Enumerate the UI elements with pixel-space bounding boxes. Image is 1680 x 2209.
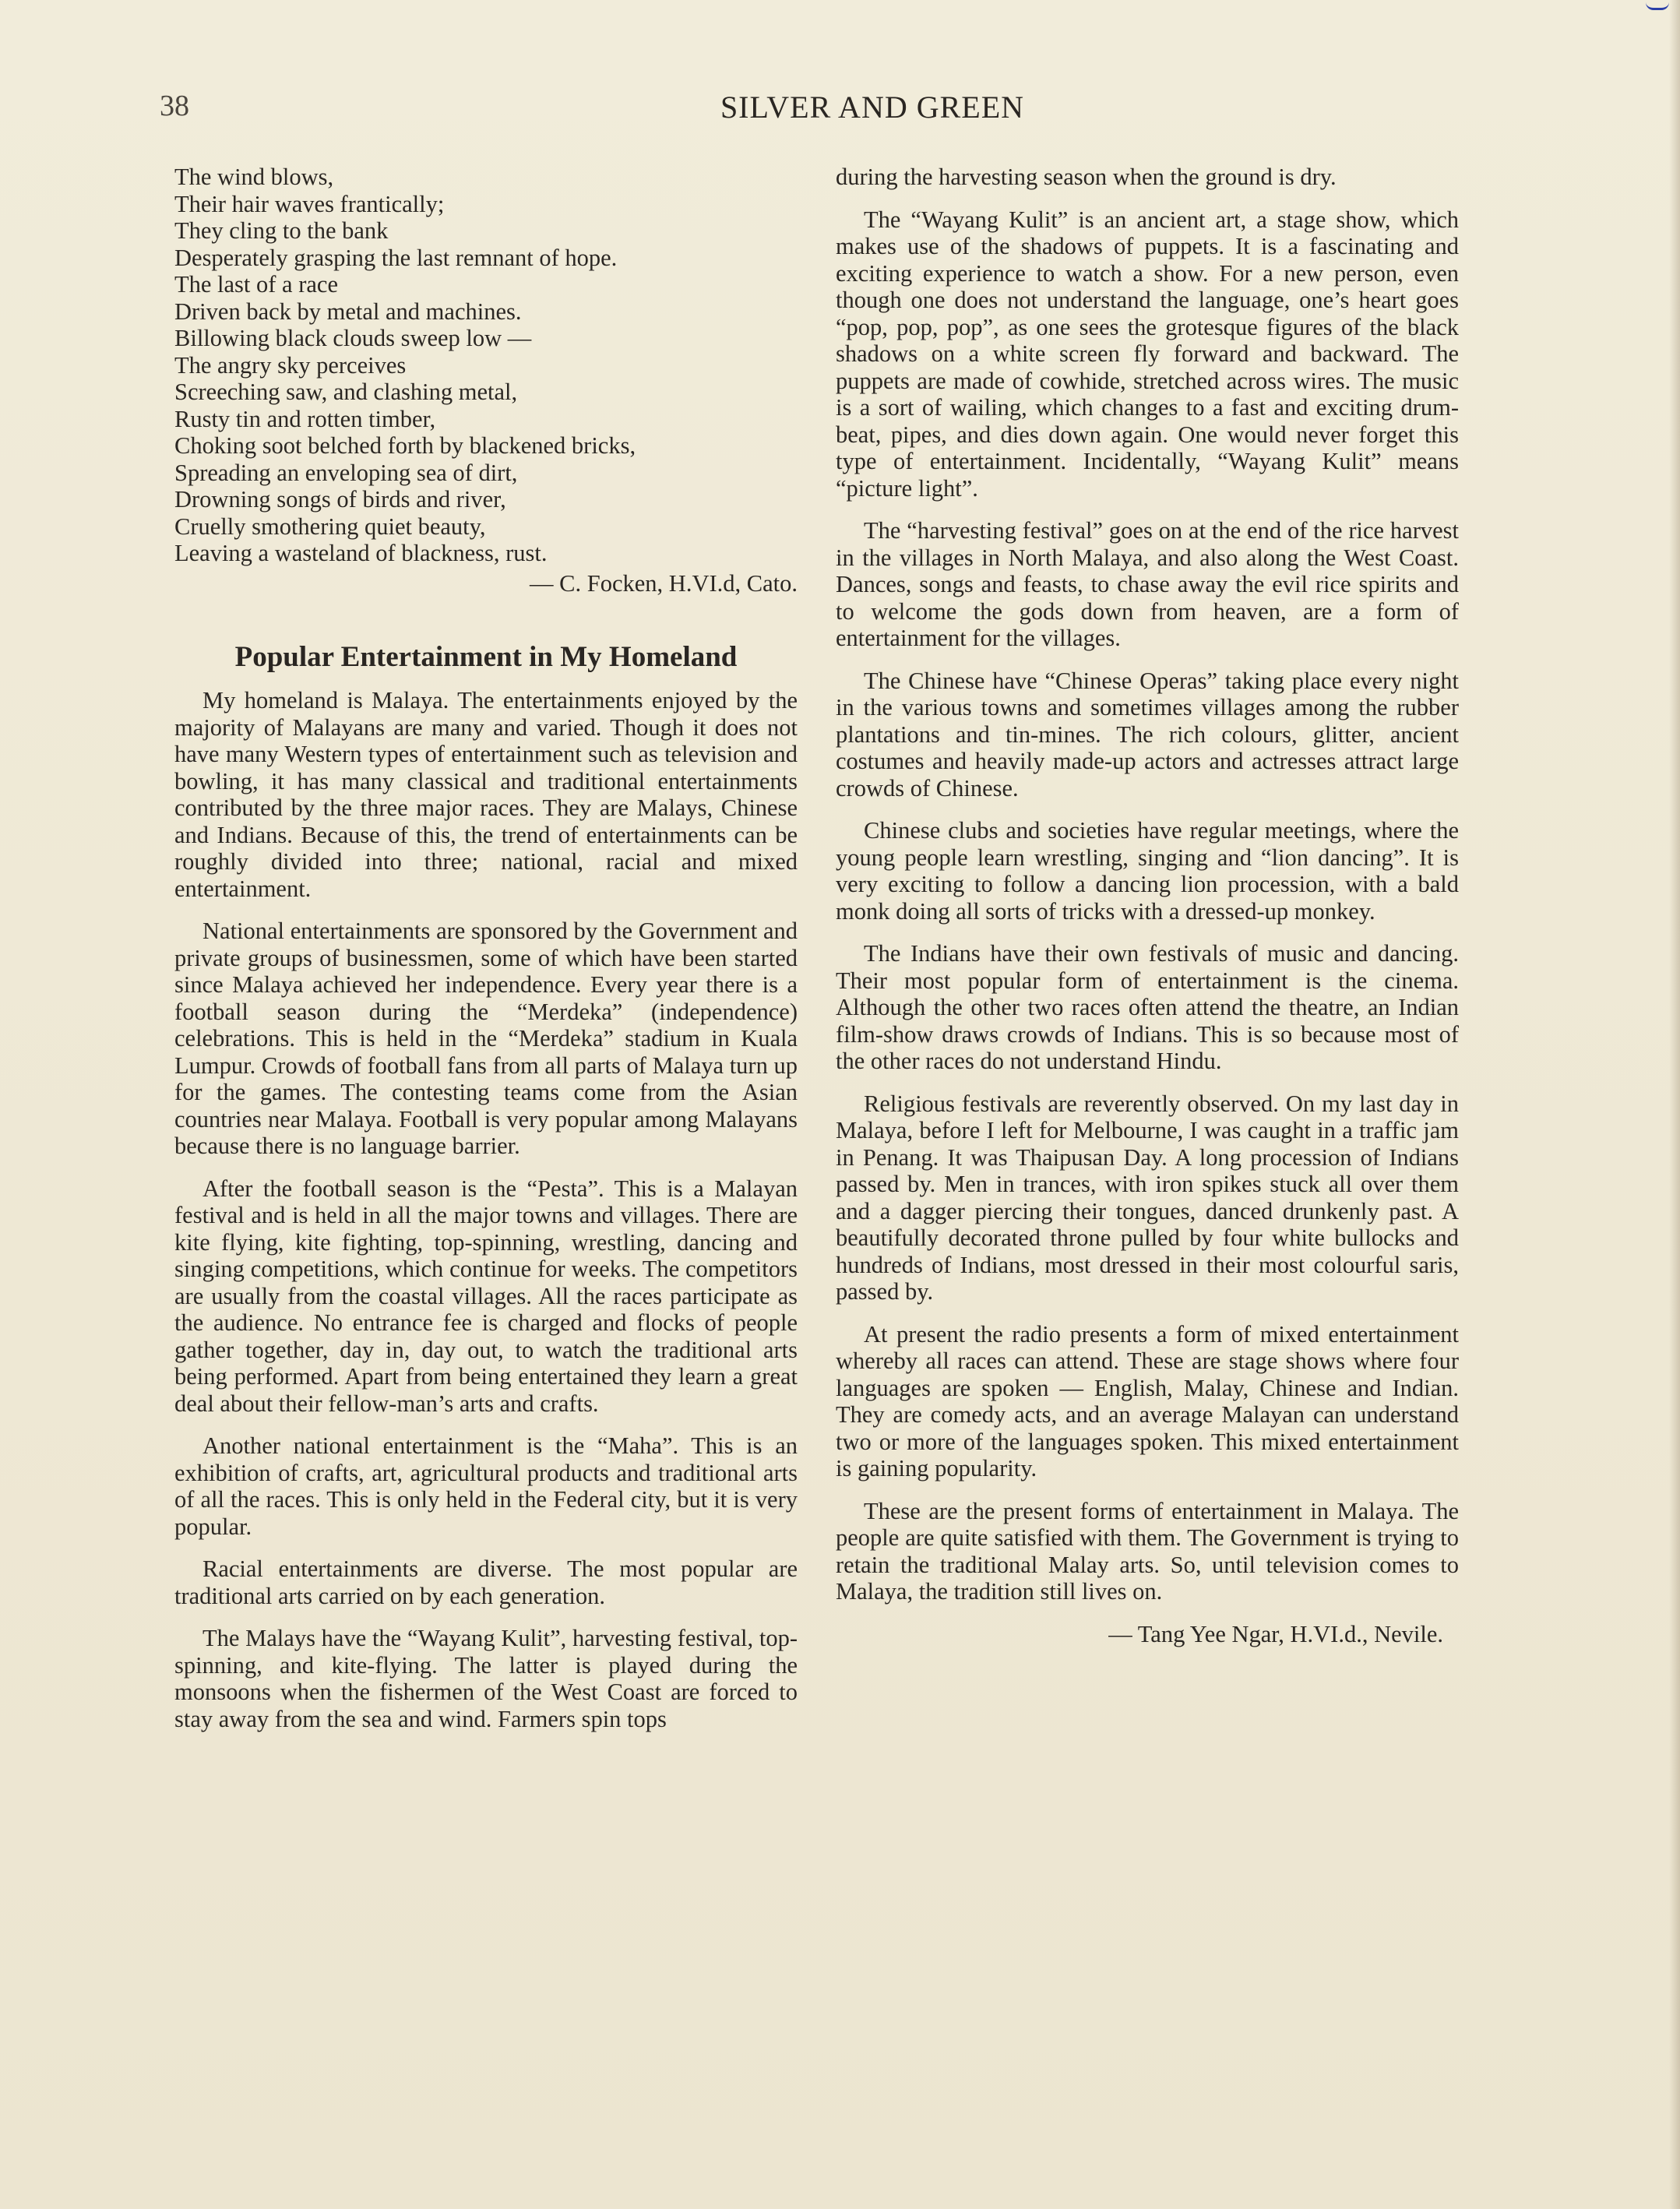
article-paragraph: The Malays have the “Wayang Kulit”, harvesting festival, top-spinning, and kite-flying. The latter is played during the monsoons when the fishermen of the West Coast are forced to stay away from the sea and wind. Farmers spin tops	[174, 1625, 798, 1732]
article-title: Popular Entertainment in My Homeland	[234, 641, 738, 673]
poem-line: Spreading an enveloping sea of dirt,	[174, 459, 518, 486]
poem-line: Leaving a wasteland of blackness, rust.	[174, 540, 548, 566]
article-paragraph: Another national entertainment is the “Maha”. This is an exhibition of crafts, art, agricultural products and traditional arts of all the races. This is only held in the Federal city, but it is very popular.	[174, 1432, 798, 1540]
poem-line: Cruelly smothering quiet beauty,	[174, 513, 486, 540]
poem-line: The angry sky perceives	[174, 351, 407, 379]
article-paragraph: My homeland is Malaya. The entertainments enjoyed by the majority of Malayans are many and varied. Though it does not have many Western types of entertainment such as television and bowling, it has many classical and traditional entertainments contributed by the three major races. They are Malays, Chinese and Indians. Because of this, the trend of entertainments can be roughly divided into three; national, racial and mixed entertainment.	[174, 687, 798, 902]
article-paragraph: The “Wayang Kulit” is an ancient art, a stage show, which makes use of the shadows of puppets. It is a fascinating and exciting experience to watch a show. For a new person, even though one does not understand the language, one’s heart goes “pop, pop, pop”, as one sees the grotesque figures of the black shadows on a white screen fly forward and backward. The puppets are made of cowhide, stretched across wires. The music is a sort of wailing, which changes to a fast and exciting drum-beat, pipes, and dies down again. One would never forget this type of entertainment. Incidentally, “Wayang Kulit” means “picture light”.	[836, 206, 1459, 502]
poem-line: Driven back by metal and machines.	[174, 298, 522, 325]
article-paragraph: The Chinese have “Chinese Operas” taking place every night in the various towns and sometimes villages among the rubber plantations and tin-mines. The rich colours, glitter, ancient costumes and heavily made-up actors and actresses attract large crowds of Chinese.	[836, 667, 1459, 802]
page-edge-shadow	[1669, 0, 1680, 2209]
poem-line: They cling to the bank	[174, 217, 389, 244]
article-paragraph: These are the present forms of entertainment in Malaya. The people are quite satisfied with them. The Government is trying to retain the traditional Malay arts. So, until television comes to Malaya, the tradition still lives on.	[836, 1497, 1459, 1605]
left-column	[174, 164, 798, 1748]
poem-line: Their hair waves frantically;	[174, 190, 445, 217]
poem-line: Rusty tin and rotten timber,	[174, 405, 436, 432]
article-paragraph: Racial entertainments are diverse. The most popular are traditional arts carried on by each generation.	[174, 1555, 798, 1609]
article-paragraph: The Indians have their own festivals of music and dancing. Their most popular form of entertainment is the cinema. Although the other two races often attend the theatre, an Indian film-show draws crowds of Indians. This is so because most of the other races do not understand Hindu.	[836, 940, 1459, 1074]
article-paragraph-continued: during the harvesting season when the ground is dry.	[836, 164, 1337, 190]
poem-line: Drowning songs of birds and river,	[174, 486, 506, 513]
article-paragraph: Chinese clubs and societies have regular meetings, where the young people learn wrestling, singing and “lion dancing”. It is very exciting to follow a dancing lion procession, with a bald monk doing all sorts of tricks with a dressed-up monkey.	[836, 817, 1459, 925]
right-column	[836, 164, 1459, 1647]
article-credit: — Tang Yee Ngar, H.VI.d., Nevile.	[1108, 1620, 1443, 1647]
article-paragraph: The “harvesting festival” goes on at the end of the rice harvest in the villages in North Malaya, and also along the West Coast. Dances, songs and feasts, to chase away the evil rice spirits and to welcome the gods down from heaven, are a form of entertainment for the villages.	[836, 517, 1459, 651]
article-paragraph: Religious festivals are reverently observed. On my last day in Malaya, before I left for Melbourne, I was caught in a traffic jam in Penang. It was Thaipusan Day. A long procession of Indians passed by. Men in trances, with iron spikes stuck all over them and a dagger piercing their tongues, danced drunkenly past. A beautifully decorated throne pulled by four white bullocks and hundreds of Indians, most dressed in their most colourful saris, passed by.	[836, 1090, 1459, 1305]
page-header	[160, 89, 1585, 136]
article-paragraph: After the football season is the “Pesta”. This is a Malayan festival and is held in all the major towns and villages. There are kite flying, kite fighting, top-spinning, wrestling, dancing and singing competitions, which continue for weeks. The competitors are usually from the coastal villages. All the races participate as the audience. No entrance fee is charged and flocks of people gather together, day in, day out, to watch the traditional arts being performed. Apart from being entertained they learn a great deal about their fellow-man’s arts and crafts.	[174, 1175, 798, 1417]
poem-credit: — C. Focken, H.VI.d, Cato.	[530, 569, 798, 597]
poem-line: Billowing black clouds sweep low —	[174, 325, 532, 351]
poem-line: The wind blows,	[174, 164, 334, 190]
poem-line: Choking soot belched forth by blackened bricks,	[174, 432, 636, 459]
poem-line: Desperately grasping the last remnant of hope.	[174, 244, 618, 271]
poem-line: The last of a race	[174, 271, 338, 298]
article-paragraph: National entertainments are sponsored by the Government and private groups of businessmen, some of which have been started since Malaya achieved her independence. Every year there is a football season during the “Merdeka” (independence) celebrations. This is held in the “Merdeka” stadium in Kuala Lumpur. Crowds of football fans from all parts of Malaya turn up for the games. The contesting teams come from the Asian countries near Malaya. Football is very popular among Malayans because there is no language barrier.	[174, 918, 798, 1159]
running-title: SILVER AND GREEN	[720, 90, 1025, 125]
poem-line: Screeching saw, and clashing metal,	[174, 379, 518, 405]
poem	[174, 164, 798, 597]
article-paragraph: At present the radio presents a form of mixed entertainment whereby all races can attend. These are stage shows where four languages are spoken — English, Malay, Chinese and Indian. They are comedy acts, and an average Malayan can understand two or more of the languages spoken. This mixed entertainment is gaining popularity.	[836, 1320, 1459, 1481]
page-number: 38	[160, 90, 189, 122]
corner-ink-mark	[1646, 0, 1669, 10]
